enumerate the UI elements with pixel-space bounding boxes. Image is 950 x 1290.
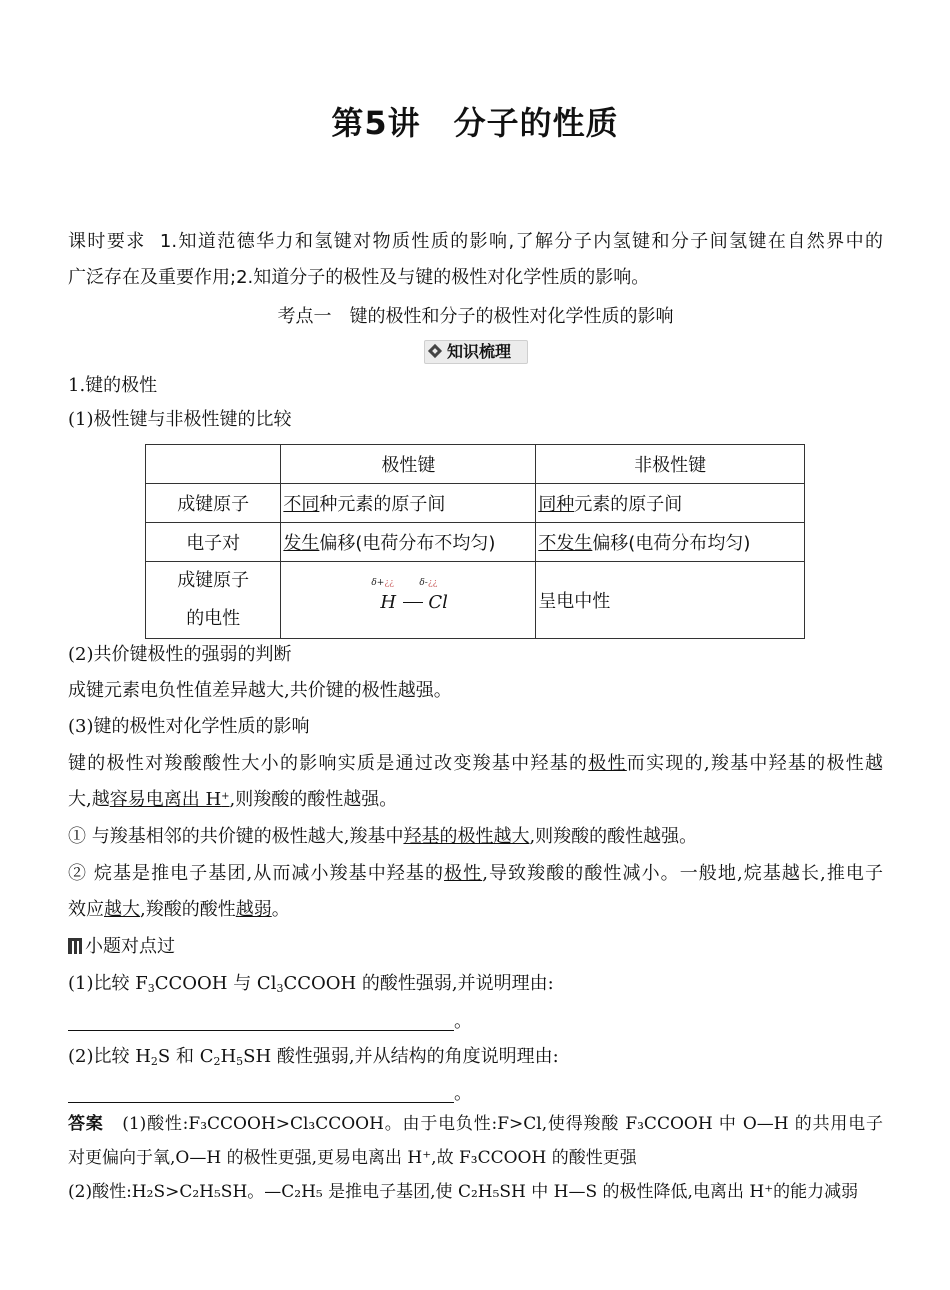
knowledge-badge [424, 340, 528, 364]
answer-label: 答案 [68, 1114, 104, 1134]
hcl-polarity-formula [283, 568, 523, 628]
question-1: (1)比较 $F_3CCOOH$ 与 $Cl_3CCOOH$ 的酸性强弱,并说明理由: [68, 973, 554, 995]
requirements-line-1 [68, 230, 883, 254]
subheading-strength: (2)共价键极性的强弱的判断 [68, 644, 292, 665]
underlined-answer: 不发生 [538, 533, 593, 554]
badge-label: 知识梳理 [447, 342, 512, 361]
question-2: (2)比较 $H_2S$ 和 $C_2H_5SH$ 酸性强弱,并从结构的角度说明理由: [68, 1046, 559, 1068]
heading-bond-polarity: 1.键的极性 [68, 375, 158, 396]
table-row [146, 562, 805, 639]
requirements-line-2: 广泛存在及重要作用;2.知道分子的极性及与键的极性对化学性质的影响。 [68, 267, 650, 288]
underlined-answer: 越弱 [235, 899, 272, 920]
answer-blank-2: 。 [68, 1082, 883, 1106]
underlined-answer: 极性 [444, 863, 483, 884]
table-header-cell [146, 445, 281, 484]
section-heading: 考点一 键的极性和分子的极性对化学性质的影响 [277, 306, 674, 327]
practice-heading [68, 935, 883, 959]
subheading-comparison: (1)极性键与非极性键的比较 [68, 409, 292, 430]
formula-atom: Cl [428, 591, 448, 613]
table-cell: 呈电中性 [536, 562, 805, 639]
answer-line-1 [68, 1112, 883, 1136]
table-row [146, 484, 805, 523]
table-cell [281, 523, 536, 562]
requirements-text-1: 1.知道范德华力和氢键对物质性质的影响,了解分子内氢键和分子间氢键在自然界中的 [159, 231, 883, 252]
table-header-cell: 非极性键 [536, 445, 805, 484]
formula-atom: H [380, 591, 397, 613]
underlined-answer: 羟基的极性越大 [403, 826, 530, 847]
table-header-cell: 极性键 [281, 445, 536, 484]
underlined-answer: 不同 [283, 494, 320, 515]
formula-charge: δ+¿¿ [371, 577, 394, 588]
answer-line-2: 对更偏向于氧,O—H 的极性更强,更易电离出 H⁺,故 F₃CCOOH 的酸性更强 [68, 1148, 637, 1168]
bond-line [403, 602, 423, 603]
list-item-1: ① 与羧基相邻的共价键的极性越大,羧基中羟基的极性越大,则羧酸的酸性越强。 [68, 826, 698, 847]
underlined-answer: 容易电离出 H+ [109, 789, 230, 810]
underlined-answer: 越大 [104, 899, 140, 920]
practice-heading-text: 小题对点过 [85, 936, 175, 957]
blank-line[interactable] [68, 1084, 454, 1103]
answer-blank-1: 。 [68, 1010, 883, 1034]
paragraph-influence-line-1: 键的极性对羧酸酸性大小的影响实质是通过改变羧基中羟基的极性而实现的,羧基中羟基的极性越 [68, 753, 884, 774]
section-marker-icon [68, 938, 82, 954]
table-cell [281, 562, 536, 639]
cell-text: 的电性 [186, 608, 241, 629]
comparison-table [145, 444, 805, 639]
table-cell: 电子对 [146, 523, 281, 562]
paragraph-influence-line-2: 大,越容易电离出 H+,则羧酸的酸性越强。 [68, 789, 398, 810]
paragraph-strength: 成键元素电负性值差异越大,共价键的极性越强。 [68, 680, 452, 701]
underlined-answer: 发生 [283, 533, 320, 554]
requirements-label: 课时要求 [68, 231, 146, 252]
formula-charge: δ-¿¿ [419, 577, 438, 588]
cell-text: 种元素的原子间 [319, 494, 446, 515]
underlined-answer: 同种 [538, 494, 575, 515]
list-item-2-line-1: ② 烷基是推电子基团,从而减小羧基中羟基的极性,导致羧酸的酸性减小。一般地,烷基越长,推电子 [68, 863, 884, 884]
answer-text: (1)酸性:F₃CCOOH>Cl₃CCOOH。由于电负性:F>Cl,使得羧酸 F₃CCOOH 中 O—H 的共用电子 [122, 1114, 883, 1134]
cell-text: 成键原子 [177, 570, 250, 591]
table-cell [536, 523, 805, 562]
blank-line[interactable] [68, 1012, 454, 1031]
cell-text: 偏移(电荷分布均匀) [592, 533, 751, 554]
page-title: 第5讲 分子的性质 [331, 104, 619, 142]
answer-line-3: (2)酸性:H₂S>C₂H₅SH。—C₂H₅ 是推电子基团,使 C₂H₅SH 中 H—S 的极性降低,电离出 H⁺的能力减弱 [68, 1182, 859, 1202]
cell-text: 偏移(电荷分布不均匀) [319, 533, 496, 554]
list-item-2-line-2: 效应越大,羧酸的酸性越弱。 [68, 899, 290, 920]
table-cell: 成键原子 [146, 484, 281, 523]
subheading-influence: (3)键的极性对化学性质的影响 [68, 716, 310, 737]
table-row [146, 523, 805, 562]
underlined-answer: 极性 [588, 753, 627, 774]
table-header-row [146, 445, 805, 484]
table-cell [281, 484, 536, 523]
cell-text: 元素的原子间 [574, 494, 683, 515]
diamond-icon [428, 344, 442, 358]
table-cell [536, 484, 805, 523]
table-cell [146, 562, 281, 639]
